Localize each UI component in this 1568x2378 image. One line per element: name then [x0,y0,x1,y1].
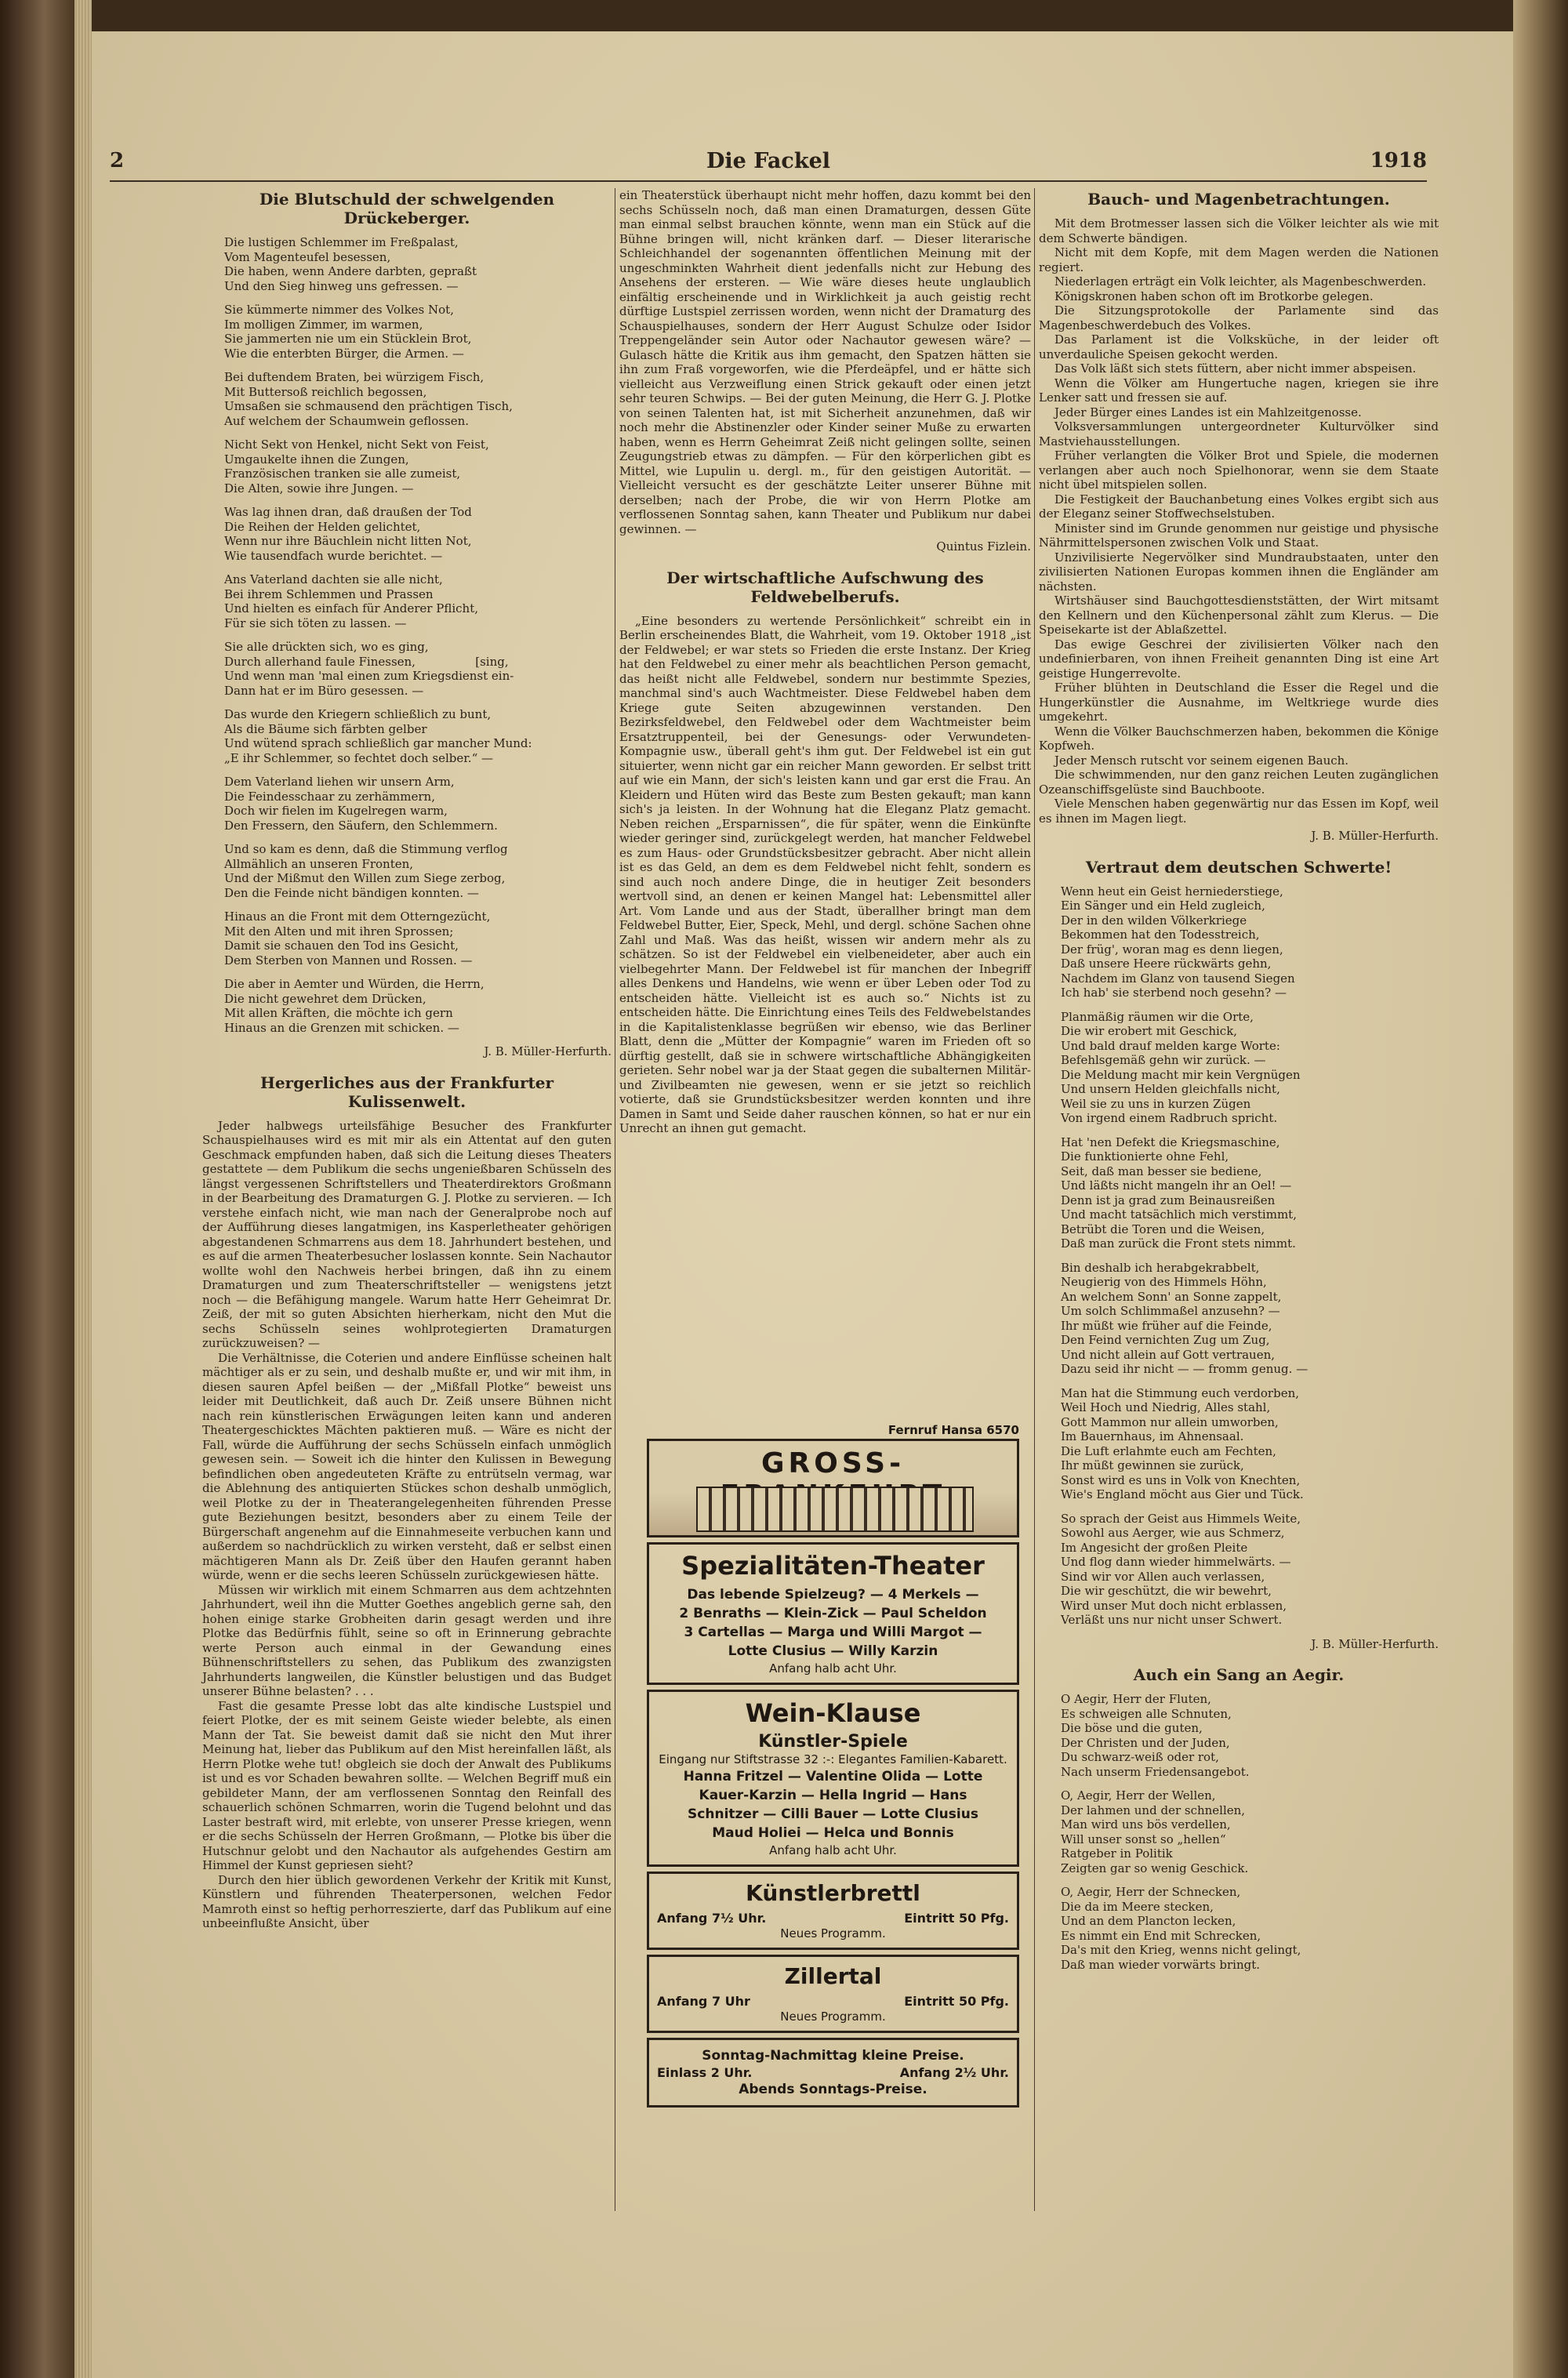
ad-start-time: Anfang 7 Uhr [657,1994,750,2009]
verse-line: Wie's England möcht aus Gier und Tück. [1061,1487,1304,1501]
ad-line: Das lebende Spielzeug? — 4 Merkels — [687,1587,979,1603]
verse-line: Und hielten es einfach für Anderer Pflicht, [224,601,479,615]
verse-line: An welchem Sonn' an Sonne zappelt, [1061,1289,1282,1304]
stanza [1061,1261,1439,1377]
aphorism: Wenn die Völker am Hungertuche nagen, kriegen sie ihre Lenker satt und fressen sie auf. [1039,376,1439,405]
building-illustration [696,1487,974,1532]
verse-line: Und bald drauf melden karge Worte: [1061,1038,1280,1053]
ad-spezialitaeten [647,1542,1019,1685]
verse-line: Der lahmen und der schnellen, [1061,1803,1246,1817]
stanza [1061,1788,1439,1875]
ad-line: Sonntag-Nachmittag kleine Preise. [702,2048,964,2064]
verse-line: Weil Hoch und Niedrig, Alles stahl, [1061,1400,1271,1414]
verse-line: Man hat die Stimmung euch verdorben, [1061,1385,1300,1400]
ad-line: 2 Benraths — Klein-Zick — Paul Scheldon [679,1606,987,1621]
verse-line: Ihr müßt gewinnen sie zurück, [1061,1458,1244,1472]
aphorism: Nicht mit dem Kopfe, mit dem Magen werden die Nationen regiert. [1039,245,1439,274]
aphorism-list [1039,216,1439,826]
aphorism: Niederlagen erträgt ein Volk leichter, als Magenbeschwerden. [1054,274,1427,289]
verse-line: Weil sie zu uns in kurzen Zügen [1061,1096,1251,1111]
verse-line: Umgaukelte ihnen die Zungen, [224,452,409,467]
ad-line: Abends Sonntags-Preise. [739,2082,927,2097]
ad-zillertal [647,1955,1019,2033]
aphorism: Früher blühten in Deutschland die Esser die Regel und die Hungerkünstler die Ausnahme, im Weltkriege wurde dies umgekehrt. [1039,681,1439,724]
ad-title: Künstlerbrettl [746,1880,920,1906]
ad-wein-klause [647,1690,1019,1867]
verse-line: Allmählich an unseren Fronten, [224,856,414,871]
stanza [224,707,612,765]
aphorism: Das Parlament ist die Volksküche, in der leider oft unverdauliche Speisen gekocht werden. [1039,332,1439,361]
masthead: Die Fackel [706,149,831,173]
aphorism: Das ewige Geschrei der zivilisierten Völker nach den undefinierbaren, von ihnen Freiheit genannten Ding ist eine Art geistige Hungerrevolte. [1039,637,1439,681]
aphorism: Volksversammlungen untergeordneter Kulturvölker sind Mastviehausstellungen. [1039,419,1439,448]
article-paragraph: Durch den hier üblich gewordenen Verkehr der Kritik mit Kunst, Künstlern und führenden Theaterpersonen, welchen Fedor Mamroth einst so heftig perhorreszierte, darf das Publikum auf eine unbeeinflußte Ansicht, über [202,1872,612,1930]
verse-line: Die nicht gewehret dem Drücken, [224,991,426,1006]
next-page-edge [1513,0,1568,2378]
verse-line: Hinaus an die Grenzen mit schicken. — [224,1020,459,1035]
column-3 [1039,188,1439,1981]
ad-line: Maud Holiei — Helca und Bonnis [712,1825,954,1841]
verse-line: O Aegir, Herr der Fluten, [1061,1692,1211,1706]
gross-frankfurt-logo [647,1439,1019,1538]
article-continuation: ein Theaterstück überhaupt nicht mehr hoffen, dazu kommt bei den sechs Schüsseln noch, daß man einen Dramaturgen, dessen Güte man einmal selbst brauchen könnte, wenn man ein Stück auf die Bühne bringen will, nicht kränken darf. — Dieser literarische Schleichhandel der sogenannten öffentlichen Meinung mit der ungeschminkten Wahrheit dient jedenfalls nicht zur Hebung des Ansehens der ersteren. — Wie wäre dieses heute unglaublich einfältig erscheinende und in Wirklichkeit ja auch geistig recht dürftige Lustspiel zerrissen worden, wenn nicht der Dramaturg des Schauspielhauses, sondern der Herr August Schulze oder Isidor Treppengeländer sein Autor oder Nachautor gewesen wäre? — Gulasch hätte die Kritik aus ihm gemacht, den Spatzen hätten sie ihn zum Fraß vorgeworfen, wie die Pferdeäpfel, und er hätte sich vielleicht aus Verzweiflung einen Strick gekauft oder einen jetzt sehr teuren Schwips. — Bei der guten Meinung, die Herr G. J. Plotke von seinen Talenten hat, ist mit Sicherheit anzunehmen, daß wir noch mehr die Abstinenzler oder Kinder seiner Muße zu erwarten haben, wenn es Herrn Geheimrat Zeiß nicht gelingen sollte, seinen Zeugungstrieb etwas zu dämpfen. — Für den körperlichen gibt es Mittel, wie Lupulin u. dergl. m., für den geistigen Autorität. — Vielleicht versucht es der geschätzte Leiter unserer Bühne mit derselben; nach der Probe, die wir von Herrn Plotke am verflossenen Sonntag sahen, kann Theater und Publikum nur dabei gewinnen. — [619,188,1031,536]
verse-line: Den Fressern, den Säufern, den Schlemmern. [224,818,498,833]
stanza [224,977,612,1035]
verse-line: Daß man zurück die Front stets nimmt. [1061,1236,1296,1251]
verse-line: Doch wir fielen im Kugelregen warm, [224,804,448,818]
article-paragraph: Müssen wir wirklich mit einem Schmarren aus dem achtzehnten Jahrhundert, weil ihn die Mutter Goethes angeblich gerne sah, den hohen einige starke Grobheiten darin gesagt werden und ihre Plotke das Bedürfnis fühlt, seine so oft in Erinnerung gebrachte werte Person auch einmal in der Gewandung eines Bühnenschriftstellers zu sehen, das Publikum des zwanzigsten Jahrhunderts langweilen, die Künstler belustigen und das Budget unserer Bühne belasten? . . . [202,1582,612,1698]
poem-title: Vertraut dem deutschen Schwerte! [1085,857,1392,877]
stanza [224,235,612,293]
verse-line: Für sie sich töten zu lassen. — [224,615,407,630]
stanza [1061,1386,1439,1502]
stanza [224,505,612,563]
verse-line: Und läßts nicht mangeln ihr an Oel! — [1061,1178,1292,1193]
article-signature: Quintus Fizlein. [936,539,1031,554]
verse-line: Die Alten, sowie ihre Jungen. — [224,481,414,496]
aphorism: Unzivilisierte Negervölker sind Mundraubstaaten, unter den zivilisierten Nationen Europas kommen ihnen die Engländer am nächsten. [1039,550,1439,594]
column-rule [1034,188,1035,2211]
ad-sonntag [647,2038,1019,2108]
advertisement-block [647,1423,1019,2112]
verse-line: Es schweigen alle Schnuten, [1061,1706,1232,1721]
aphorism: Jeder Mensch rutscht vor seinem eigenen Bauch. [1054,753,1349,768]
book-binding [0,0,74,2378]
verse-line: Die da im Meere stecken, [1061,1899,1214,1914]
ad-line: Lotte Clusius — Willy Karzin [728,1643,938,1659]
ad-title: Wein-Klause [745,1698,921,1728]
verse-line: Betrübt die Toren und die Weisen, [1061,1222,1265,1236]
ad-footer: Neues Programm. [780,2010,886,2024]
ad-subtitle: Künstler-Spiele [758,1732,908,1752]
verse-line: Wie tausendfach wurde berichtet. — [224,548,443,563]
ad-footer: Anfang halb acht Uhr. [769,1843,897,1857]
ad-price: Eintritt 50 Pfg. [904,1994,1009,2009]
verse-line: Die wir erobert mit Geschick, [1061,1024,1238,1038]
verse-line: Und nicht allein auf Gott vertrauen, [1061,1347,1276,1362]
verse-line: Bekommen hat den Todesstreich, [1061,928,1260,942]
verse-line: Ein Sänger und ein Held zugleich, [1061,899,1265,913]
aphorism: Viele Menschen haben gegenwärtig nur das Essen im Kopf, weil es ihnen im Magen liegt. [1039,797,1439,826]
verse-line: Der in den wilden Völkerkriege [1061,913,1247,928]
verse-line: Seit, daß man besser sie bediene, [1061,1164,1262,1178]
verse-line: Ratgeber in Politik [1061,1846,1173,1861]
ad-line: Eingang nur Stiftstrasse 32 :-: Elegantes Familien-Kabarett. [659,1752,1007,1766]
verse-line: Neugierig von des Himmels Höhn, [1061,1275,1267,1289]
article-paragraph: Die Verhältnisse, die Coterien und andere Einflüsse scheinen halt mächtiger als er zu sein, und deshalb mußte er, und wir mit ihm, in diesen sauren Apfel beißen — der „Mißfall Plotke“ beweist uns leider mit Deutlichkeit, daß auch Dr. Zeiß unsere Bühnen nicht nach rein künstlerischen Erwägungen leiten kann und anderen Theatergeschicktes Mächten paktieren muß. — Wäre es nicht der Fall, würde die Aufführung der sechs Schüsseln einfach unmöglich gewesen sein. — Soweit ich die hinter den Kulissen in Bewegung befindlichen oben angedeuteten Kräfte zu entrütseln vermag, war die Ablehnung des antiquierten Stückes schon deshalb unmöglich, weil Plotke zu der in Theaterangelegenheiten führenden Presse gute Beziehungen besitzt, besonders aber zu einem Teile der Bürgerschaft angenehm auf die Einnahmeseite verbuchen kann und außerdem so nachdrücklich zu wirken versteht, daß er selbst einen mächtigeren Mann als Dr. Zeiß über den Haufen gerannt haben würde, wenn er die sechs leeren Schüsseln zurückgewiesen hätte. [202,1350,612,1582]
verse-line: Und an dem Plancton lecken, [1061,1914,1236,1928]
verse-line: Den Feind vernichten Zug um Zug, [1061,1333,1270,1347]
stanza [224,572,612,630]
verse-line: Zeigten gar so wenig Geschick. [1061,1861,1249,1875]
stanza [224,370,612,428]
ad-entry-time: Einlass 2 Uhr. [657,2065,753,2080]
verse-line: Ich hab' sie sterbend noch gesehn? — [1061,986,1287,1000]
aphorism: Die schwimmenden, nur den ganz reichen Leuten zugänglichen Ozeanschiffsgelüste sind Bauchboote. [1039,768,1439,797]
stanza [1061,1692,1439,1779]
verse-line: Die böse und die guten, [1061,1721,1203,1735]
verse-line: Bei ihrem Schlemmen und Prassen [224,586,434,601]
stanza [224,775,612,833]
verse-line: Da's mit den Krieg, wenns nicht gelingt, [1061,1943,1301,1957]
ad-footer: Neues Programm. [780,1926,886,1941]
verse-line: Sind wir vor Allen auch verlassen, [1061,1569,1265,1584]
article-signature: J. B. Müller-Herfurth. [1311,829,1439,843]
stanza [1061,884,1439,1000]
page-header [110,149,1427,182]
aphorism: Königskronen haben schon oft im Brotkorbe gelegen. [1054,289,1374,303]
stanza [1061,1512,1439,1628]
article-title: Der wirtschaftliche Aufschwung des Feldwebelberufs. [666,568,984,606]
verse-line: Du schwarz-weiß oder rot, [1061,1750,1219,1764]
verse-line: Und macht tatsächlich mich verstimmt, [1061,1207,1297,1222]
year: 1918 [1370,149,1427,172]
verse-line: Den die Feinde nicht bändigen konnten. — [224,885,479,900]
verse-line: Die wir geschützt, die wir bewehrt, [1061,1584,1272,1598]
ad-line: 3 Cartellas — Marga und Willi Margot — [684,1625,982,1640]
poem-signature: J. B. Müller-Herfurth. [484,1044,612,1058]
verse-line: Damit sie schauen den Tod ins Gesicht, [224,938,459,953]
ad-kuenstlerbrettl [647,1872,1019,1950]
poem-title: Die Blutschuld der schwelgenden Drückeberger. [259,190,555,227]
verse-line: Bei duftendem Braten, bei würzigem Fisch, [224,370,485,384]
verse-line: Nach unserm Friedensangebot. [1061,1764,1250,1779]
verse-line: Umsaßen sie schmausend den prächtigen Tisch, [224,399,513,413]
verse-line: Um solch Schlimmaßel anzusehn? — [1061,1304,1280,1318]
verse-line: Daß man wieder vorwärts bringt. [1061,1957,1261,1972]
verse-line: Sie jammerten nie um ein Stücklein Brot, [224,332,472,346]
stanza [1061,1885,1439,1972]
verse-line: Sie kümmerte nimmer des Volkes Not, [224,303,454,317]
verse-line: Ihr müßt wie früher auf die Feinde, [1061,1318,1272,1333]
column-1 [202,188,612,1931]
ad-footer: Anfang halb acht Uhr. [769,1661,897,1675]
verse-line: Durch allerhand faule Finessen, [sing, [224,654,509,669]
verse-line: Verläßt uns nur nicht unser Schwert. [1061,1613,1283,1627]
verse-line: Die Reihen der Helden gelichtet, [224,519,421,534]
verse-line: Planmäßig räumen wir die Orte, [1061,1009,1254,1024]
verse-line: O, Aegir, Herr der Schnecken, [1061,1885,1241,1899]
verse-line: Und der Mißmut den Willen zum Siege zerbog, [224,871,506,885]
aphorism: Wirtshäuser sind Bauchgottesdienststätten, der Wirt mitsamt den Kellnern und den Küchenpersonal zählt zum Klerus. — Die Speisekarte ist der Ablaßzettel. [1039,594,1439,637]
verse-line: Wird unser Mut doch nicht erblassen, [1061,1598,1287,1613]
verse-line: Man wird uns bös verdellen, [1061,1817,1231,1832]
verse-line: Und wütend sprach schließlich gar mancher Mund: [224,736,532,750]
aphorism: Jeder Bürger eines Landes ist ein Mahlzeitgenosse. [1054,405,1362,419]
article-paragraph: Jeder halbwegs urteilsfähige Besucher des Frankfurter Schauspielhauses wird es mit mir als ein Attentat auf den guten Geschmack empfunden haben, daß sich die Leitung dieses Theaters gestattete — dem Publikum die sechs ungenießbaren Schüsseln des längst vergessenen Schriftstellers und Theaterdirektors Großmann in der Bearbeitung des Dramaturgen G. J. Plotke zu servieren. — Ich verstehe einfach nicht, wie man nach der Generalprobe noch auf der Aufführung dieses langatmigen, ins Kasperletheater gehörigen abgestandenen Schmarrens aus dem 18. Jahrhundert bestehen, und es auf die armen Theaterbesucher loslassen konnte. Sein Nachautor wollte wohl den Nachweis herbei bringen, daß ihn zu einem Dramaturgen und zum Theaterschriftsteller — wenigstens jetzt noch — die Befähigung mangele. Warum hatte Herr Geheimrat Dr. Zeiß, der mit so guten Absichten hierherkam, nicht den Mut die sechs Schüsseln seines wohlprotegierten Dramaturgen zurückzuweisen? — [202,1118,612,1350]
verse-line: Befehlsgemäß gehn wir zurück. — [1061,1053,1266,1067]
ad-title: Spezialitäten-Theater [681,1551,985,1581]
verse-line: Gott Mammon nur allein umworben, [1061,1414,1279,1429]
verse-line: Dem Sterben von Mannen und Rossen. — [224,953,473,968]
article-paragraph: Fast die gesamte Presse lobt das alte kindische Lustspiel und feiert Plotke, der es mit seinem Geiste wieder belebte, als einen Mann der Tat. Sie beweist damit daß sie nicht den Mut ihrer Meinung hat, lieber das Publikum auf den Mist hereinfallen läßt, als Herrn Plotke wehe tut! obgleich sie doch der Anwalt des Publikums ist und es vor Schaden bewahren sollte. — Welchen Begriff muß ein gebildeter Mann, der am verflossenen Sonntag den Reinfall des schauerlich schönen Schmarren, worin die Tugend belohnt und das Laster bestraft wird, mit erlebte, von unserer Presse kriegen, wenn er die sechs Schüsseln der Herren Großmann, — Plotke bis über die Hutschnur gelobt und den Nachautor als aufgehendes Gestirn am Himmel der Kunst gepriesen sieht? [202,1698,612,1872]
verse-line: Vom Magenteufel besessen, [224,249,391,264]
ad-line: Schnitzer — Cilli Bauer — Lotte Clusius [688,1806,978,1822]
ad-start-time: Anfang 7½ Uhr. [657,1911,767,1926]
article-body: „Eine besonders zu wertende Persönlichkeit“ schreibt ein in Berlin erscheinendes Blatt, die Wahrheit, vom 19. Oktober 1918 „ist der Feldwebel; er war stets so Frieden die erste Instanz. Der Krieg hat den Feldwebel zu einer mehr als beachtlichen Person gemacht, das heißt nicht alle Feldwebel, sondern nur bestimmte Spezies, manchmal sind's auch Wachtmeister. Diese Feldwebel haben dem Kriege gute Seiten abzugewinnen verstanden. Den Bezirksfeldwebel, den Feldwebel oder dem Wachtmeister beim Ersatztruppenteil, bei der Genesungs- oder Verwundeten-Kompagnie usw., überall geht's ihm gut. Der Feldwebel ist ein gut situierter, wenn nicht gar ein reicher Mann geworden. Er selbst tritt auf wie ein Mann, der sich's leisten kann und gar erst die Frau. An Kleidern und Hüten wird das Beste zum Besten gekauft; man kann sich's ja leisten. In der Wohnung hat die Eleganz Platz gemacht. Neben reichen „Ersparnissen“, die für später, wenn die Einkünfte wieder geringer sind, zurückgelegt werden, hat mancher Feldwebel es zum Haus- oder Grundstücksbesitzer gebracht. Aber nicht allein ist es das Geld, an dem es dem Feldwebel nicht fehlt, sondern es sind auch noch andere Dinge, die in heutiger Zeit besonders wertvoll sind, an denen er keinen Mangel hat: Lebensmittel aller Art. Vom Lande und aus der Stadt, überallher bringt man dem Feldwebel Butter, Eier, Speck, Mehl, und dergl. schöne Sachen ohne Zahl und Maß. Was das heißt, wissen wir andern mehr als zu schätzen. So ist der Feldwebel ein vielbeneideter, aber auch ein vielbegehrter Mann. Der Feldwebel ist für manchen der Inbegriff alles Denkens und Handelns, wie wenn er über Leben oder Tod zu entscheiden hätte. Vielleicht ist es auch so.“ Nichts ist zu entscheiden hätte. Die Einrichtung eines Teils des Feldwebelstandes in die Kapitalistenklasse begrüßen wir ebenso, wie das Berliner Blatt, denn die „Mütter der Kompagnie“ waren im Frieden oft so dürftig gestellt, daß sie in schwere wirtschaftliche Abhängigkeiten gerieten. Sehr nobel war ja der Staat gegen die subalternen Militär- und Zivilbeamten nie gewesen, wenn er sie jetzt so reichlich votierte, daß sie Grundstücksbesitzer werden konnten und ihre Damen in Samt und Seide daher rauschen können, so hat er nur ein Unrecht an ihnen gut gemacht. [619,613,1031,1135]
verse-line: Was lag ihnen dran, daß draußen der Tod [224,505,472,519]
verse-line: Die lustigen Schlemmer im Freßpalast, [224,235,459,249]
verse-line: Denn ist ja grad zum Beinausreißen [1061,1193,1276,1207]
verse-line: Und unsern Helden gleichfalls nicht, [1061,1082,1280,1096]
stanza [224,842,612,900]
verse-line: Im molligen Zimmer, im warmen, [224,317,423,332]
verse-line: Und so kam es denn, daß die Stimmung verflog [224,842,508,856]
verse-line: Die aber in Aemter und Würden, die Herrn, [224,977,485,991]
verse-line: Hat 'nen Defekt die Kriegsmaschine, [1061,1135,1280,1149]
verse-line: Bin deshalb ich herabgekrabbelt, [1061,1260,1260,1275]
poem-body [1039,884,1439,1628]
article-title: Bauch- und Magenbetrachtungen. [1087,190,1390,209]
verse-line: Dem Vaterland liehen wir unsern Arm, [224,775,455,789]
verse-line: Dazu seid ihr nicht — — fromm genug. — [1061,1362,1308,1376]
verse-line: Wenn nur ihre Bäuchlein nicht litten Not, [224,534,472,548]
verse-line: Im Angesicht der großen Pleite [1061,1540,1248,1555]
aphorism: Mit dem Brotmesser lassen sich die Völker leichter als wie mit dem Schwerte bändigen. [1039,216,1439,245]
verse-line: Hinaus an die Front mit dem Otterngezücht, [224,909,491,924]
verse-line: Als die Bäume sich färbten gelber [224,721,427,736]
verse-line: Ans Vaterland dachten sie alle nicht, [224,572,443,586]
poem-signature: J. B. Müller-Herfurth. [1311,1636,1439,1651]
logo-text: GROSS- [760,1447,906,1479]
verse-line: Will unser sonst so „hellen“ [1061,1832,1226,1846]
ad-price: Eintritt 50 Pfg. [904,1911,1009,1926]
stanza [224,640,612,698]
verse-line: Mit allen Kräften, die möchte ich gern [224,1006,453,1020]
column-2 [619,188,1031,1136]
verse-line: Nachdem im Glanz von tausend Siegen [1061,971,1295,986]
stanza [224,909,612,968]
verse-line: Auf welchem der Schaumwein geflossen. [224,413,469,428]
verse-line: Der Christen und der Juden, [1061,1735,1230,1750]
aphorism: Die Festigkeit der Bauchanbetung eines Volkes ergibt sich aus der Eleganz seiner Stoffwechselstuben. [1039,492,1439,521]
verse-line: Es nimmt ein End mit Schrecken, [1061,1928,1261,1943]
verse-line: Sie alle drückten sich, wo es ging, [224,640,429,654]
verse-line: Die haben, wenn Andere darbten, gepraßt [224,264,477,278]
stanza [1061,1010,1439,1126]
ad-line: Hanna Fritzel — Valentine Olida — Lotte [683,1769,983,1784]
verse-line: Das wurde den Kriegern schließlich zu bunt, [224,707,492,721]
ad-phone: Fernruf Hansa 6570 [887,1423,1019,1437]
aphorism: Früher verlangten die Völker Brot und Spiele, die modernen verlangen aber auch noch Spielhonorar, wenn sie dem Staate nicht übel mitspielen sollen. [1039,448,1439,492]
ad-title: Zillertal [784,1963,882,1989]
stanza [1061,1135,1439,1251]
verse-line: Mit den Alten und mit ihren Sprossen; [224,924,454,938]
verse-line: Sowohl aus Aerger, wie aus Schmerz, [1061,1526,1285,1540]
ad-line: Kauer-Karzin — Hella Ingrid — Hans [699,1788,967,1803]
article-body [202,1119,612,1931]
verse-line: Im Bauernhaus, im Ahnensaal. [1061,1429,1244,1443]
verse-line: Wie die enterbten Bürger, die Armen. — [224,346,464,361]
verse-line: Nicht Sekt von Henkel, nicht Sekt von Feist, [224,437,489,452]
verse-line: Die Meldung macht mir kein Vergnügen [1061,1067,1301,1082]
aphorism: Minister sind im Grunde genommen nur geistige und physische Nährmittelspersonen zwischen Volk und Staat. [1039,521,1439,550]
article-title: Hergerliches aus der Frankfurter Kulissenwelt. [260,1073,554,1111]
stanza [224,437,612,496]
verse-line: Mit Buttersoß reichlich begossen, [224,384,427,399]
verse-line: Die funktionierte ohne Fehl, [1061,1149,1229,1164]
verse-line: O, Aegir, Herr der Wellen, [1061,1788,1216,1803]
verse-line: Und flog dann wieder himmelwärts. — [1061,1555,1291,1569]
verse-line: Die Luft erlahmte euch am Fechten, [1061,1443,1276,1458]
verse-line: Die Feindesschaar zu zerhämmern, [224,789,435,804]
aphorism: Wenn die Völker Bauchschmerzen haben, bekommen die Könige Kopfweh. [1039,724,1439,753]
stanza [224,303,612,361]
verse-line: Und den Sieg hinweg uns gefressen. — [224,278,459,293]
poem-body [202,235,612,1035]
verse-line: Französischen tranken sie alle zumeist, [224,467,461,481]
poem-title: Auch ein Sang an Aegir. [1133,1665,1345,1684]
poem-body [1039,1692,1439,1972]
page-stack-edge [74,0,92,2378]
page-number: 2 [110,149,125,172]
ad-start-time: Anfang 2½ Uhr. [899,2065,1009,2080]
verse-line: Wenn heut ein Geist herniederstiege, [1061,884,1283,899]
verse-line: Der früg', woran mag es denn liegen, [1061,942,1283,957]
verse-line: Von irgend einem Radbruch spricht. [1061,1111,1278,1125]
verse-line: Dann hat er im Büro gesessen. — [224,683,424,698]
aphorism: Das Volk läßt sich stets füttern, aber nicht immer abspeisen. [1054,361,1417,376]
verse-line: Sonst wird es uns in Volk von Knechten, [1061,1472,1301,1487]
verse-line: Und wenn man 'mal einen zum Kriegsdienst ein- [224,669,514,683]
verse-line: So sprach der Geist aus Himmels Weite, [1061,1511,1301,1526]
verse-line: „E ihr Schlemmer, so fechtet doch selber.“ — [224,750,494,765]
verse-line: Daß unsere Heere rückwärts gehn, [1061,957,1272,971]
aphorism: Die Sitzungsprotokolle der Parlamente sind das Magenbeschwerdebuch des Volkes. [1039,303,1439,332]
